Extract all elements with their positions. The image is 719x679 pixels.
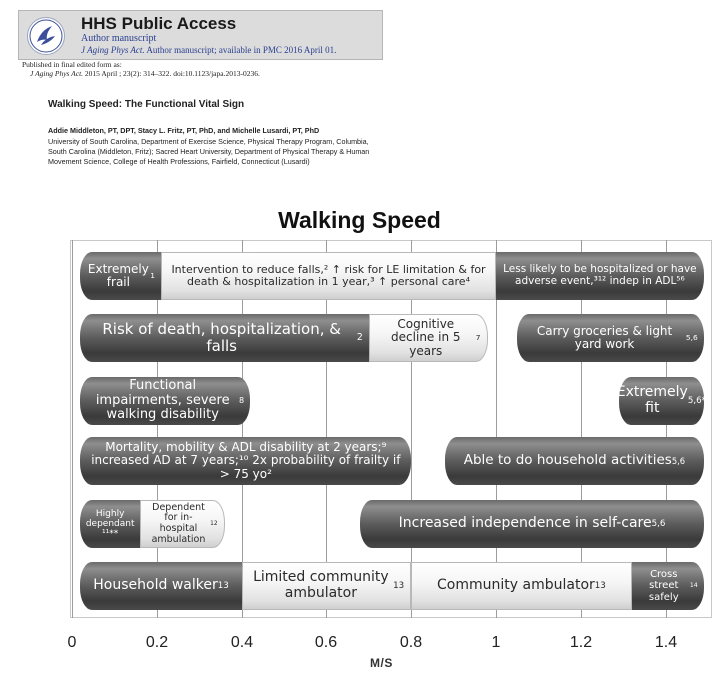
bar-label: Increased independence in self-care (398, 515, 652, 532)
bar-label: Limited community ambulator (253, 569, 389, 601)
bar-label: Dependent for in-hospital ambulation (151, 501, 206, 545)
author-list: Addie Middleton, PT, DPT, Stacy L. Fritz, PT, PhD, and Michelle Lusardi, PT, PhD (48, 126, 320, 135)
chart-bar-row2-seg3: Carry groceries & light yard work 5,6 (517, 314, 704, 362)
bar-label: Extremely fit (616, 384, 688, 416)
x-tick-label: 1 (491, 634, 501, 651)
chart-bar-row1-seg1: Extremely frail 1 (80, 252, 161, 300)
chart-bar-row1-seg2 (161, 252, 496, 300)
x-tick-label: 0.8 (399, 634, 423, 651)
chart-bar-row3-seg1: Functional impairments, severe walking disability 8 (80, 377, 250, 425)
bar-label: Mortality, mobility & ADL disability at 2 years;⁹ increased AD at 7 years;¹⁰ 2x probability of frailty if > 75 yo² (91, 439, 401, 481)
chart-bar-row2-seg2: Cognitive decline in 5 years 7 (369, 314, 488, 362)
citation-text: Author manuscript; available in PMC 2016 April 01. (146, 45, 337, 55)
bar-label: Risk of death, hospitalization, & falls (102, 320, 341, 355)
chart-bar-row6-seg1: Household walker 13 (80, 562, 241, 610)
chart-bar-row6-seg2: Limited community ambulator 13 (242, 562, 412, 610)
bar-label: Less likely to be hospitalized or have adverse event,³¹² indep in ADL⁵⁶ (503, 263, 697, 287)
x-tick-label: 0.4 (230, 634, 254, 651)
paper-title: Walking Speed: The Functional Vital Sign (48, 99, 245, 110)
bar-label: Extremely frail (87, 261, 149, 289)
x-tick-label: 0 (67, 634, 77, 651)
citation-journal: J Aging Phys Act. (81, 45, 145, 55)
author-manuscript-label: Author manuscript (81, 33, 157, 44)
hhs-header-box (18, 10, 383, 60)
hhs-public-access-title: HHS Public Access (81, 14, 237, 33)
chart-bar-row4-seg1 (80, 437, 411, 485)
chart-bar-row5-seg3: Increased independence in self-care 5,6 (360, 500, 703, 548)
bar-label: Intervention to reduce falls,² ↑ risk for LE limitation & for death & hospitalization in 1 year,³ ↑ personal care⁴ (171, 262, 486, 288)
hhs-eagle-logo-icon (27, 17, 65, 55)
x-gridline (72, 240, 73, 618)
x-tick-label: 0.6 (314, 634, 338, 651)
pmc-citation (81, 45, 336, 55)
bar-label: Able to do household activities (463, 452, 672, 469)
chart-title: Walking Speed (278, 207, 441, 233)
published-ref-text: 2015 April ; 23(2): 314–322. doi:10.1123/japa.2013-0236. (84, 69, 260, 78)
x-tick-label: 1.2 (569, 634, 593, 651)
published-reference (30, 69, 260, 78)
published-line: Published in final edited form as: (22, 60, 122, 69)
bar-label: Carry groceries & light yard work (536, 323, 673, 351)
bar-label: Community ambulator (437, 577, 595, 594)
chart-bar-row5-seg1 (80, 500, 139, 548)
bar-label: Highly dependant ¹¹** (85, 508, 135, 540)
chart-bar-row6-seg4: Cross street safely 14 (632, 562, 704, 610)
bar-label: Functional impairments, severe walking disability (95, 378, 230, 423)
chart-bar-row3-seg2: Extremely fit 5,6* (619, 377, 704, 425)
author-affiliations: University of South Carolina, Department of Exercise Science, Physical Therapy Program, Columbia, South Carolina (Middleton, Fritz); Sacred Heart University, Department of Physical Therapy & Human Movement Science, College of Health Professions, Fairfield, Connecticut (Lusardi) (48, 137, 370, 167)
bar-label: Cross street safely (648, 569, 679, 603)
chart-bar-row5-seg2: Dependent for in-hospital ambulation 12 (140, 500, 225, 548)
published-journal: J Aging Phys Act. (30, 69, 84, 78)
chart-bar-row1-seg3 (496, 252, 704, 300)
bar-label: Cognitive decline in 5 years (391, 316, 461, 358)
chart-bar-row4-seg2: Able to do household activities 5,6 (445, 437, 704, 485)
chart-bar-row6-seg3: Community ambulator 13 (411, 562, 631, 610)
bar-label: Household walker (93, 577, 218, 594)
x-tick-label: 0.2 (145, 634, 169, 651)
x-axis-label: M/S (370, 656, 393, 670)
x-tick-label: 1.4 (654, 634, 678, 651)
chart-bar-row2-seg1: Risk of death, hospitalization, & falls 2 (80, 314, 368, 362)
